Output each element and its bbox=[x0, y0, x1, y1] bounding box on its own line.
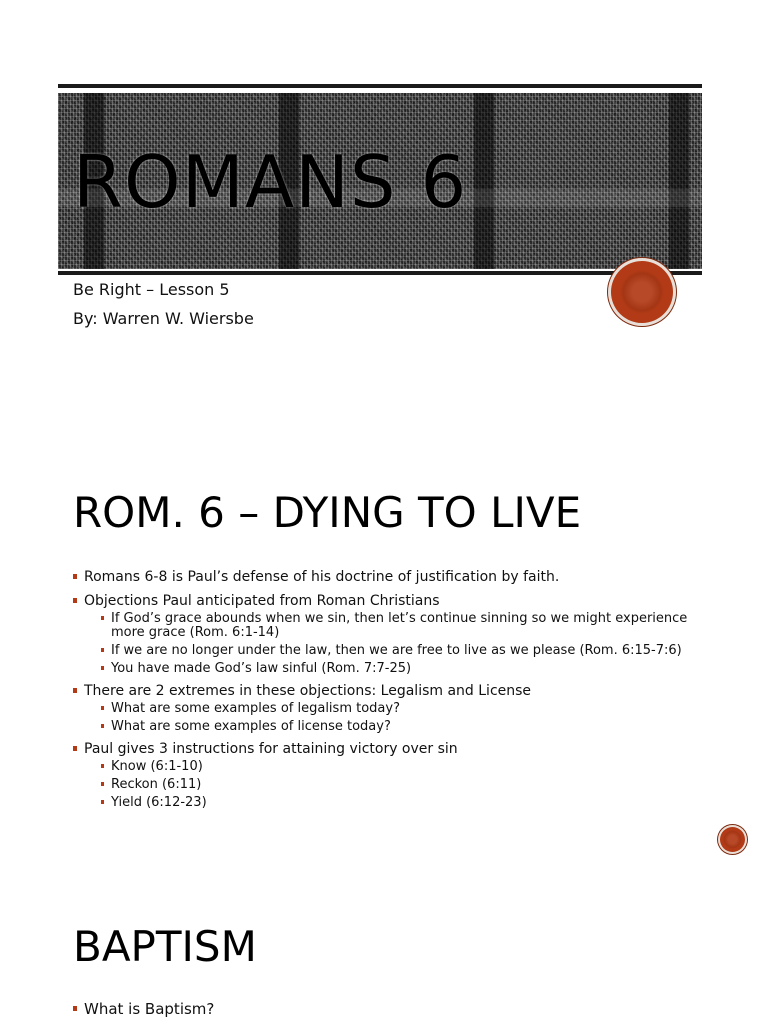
content-slide-baptism bbox=[0, 854, 768, 1024]
bullet-text: Objections Paul anticipated from Roman Christians bbox=[84, 593, 440, 609]
sub-list-item: What are some examples of legalism today? bbox=[100, 702, 713, 716]
bullet-list bbox=[73, 1001, 713, 1025]
sub-list bbox=[100, 760, 713, 810]
bullet-list bbox=[73, 569, 713, 817]
sub-list-item: Know (6:1-10) bbox=[100, 760, 713, 774]
banner-bottom-rule bbox=[58, 271, 702, 275]
sub-list-item: Yield (6:12-23) bbox=[100, 796, 713, 810]
bullet-text: What is Baptism? bbox=[84, 1000, 215, 1018]
decorative-circle-badge bbox=[718, 825, 747, 854]
slide-heading: ROM. 6 – DYING TO LIVE bbox=[73, 488, 582, 537]
banner-top-rule bbox=[58, 84, 702, 88]
sub-list-item: Reckon (6:11) bbox=[100, 778, 713, 792]
sub-list bbox=[100, 612, 713, 676]
slide-title: ROMANS 6 bbox=[73, 140, 468, 224]
list-item bbox=[73, 1001, 713, 1018]
subtitle-author: By: Warren W. Wiersbe bbox=[73, 309, 254, 328]
content-slide-dying-to-live bbox=[0, 384, 768, 854]
sub-list-item: If God’s grace abounds when we sin, then let’s continue sinning so we might experience more grace (Rom. 6:1-14) bbox=[100, 612, 713, 640]
list-item bbox=[73, 593, 713, 676]
sub-list-item: You have made God’s law sinful (Rom. 7:7-25) bbox=[100, 662, 713, 676]
sub-list bbox=[100, 702, 713, 734]
slide-heading: BAPTISM bbox=[73, 922, 257, 971]
bullet-text: There are 2 extremes in these objections: Legalism and License bbox=[84, 683, 532, 699]
bullet-text: Paul gives 3 instructions for attaining victory over sin bbox=[84, 741, 458, 757]
list-item bbox=[73, 569, 713, 586]
decorative-circle-badge bbox=[608, 258, 676, 326]
list-item bbox=[73, 741, 713, 810]
list-item bbox=[73, 683, 713, 734]
subtitle-lesson: Be Right – Lesson 5 bbox=[73, 280, 230, 299]
title-slide bbox=[0, 0, 768, 384]
sub-list-item: What are some examples of license today? bbox=[100, 720, 713, 734]
sub-list-item: If we are no longer under the law, then we are free to live as we please (Rom. 6:15-7:6) bbox=[100, 644, 713, 658]
bullet-text: Romans 6-8 is Paul’s defense of his doctrine of justification by faith. bbox=[84, 569, 560, 585]
